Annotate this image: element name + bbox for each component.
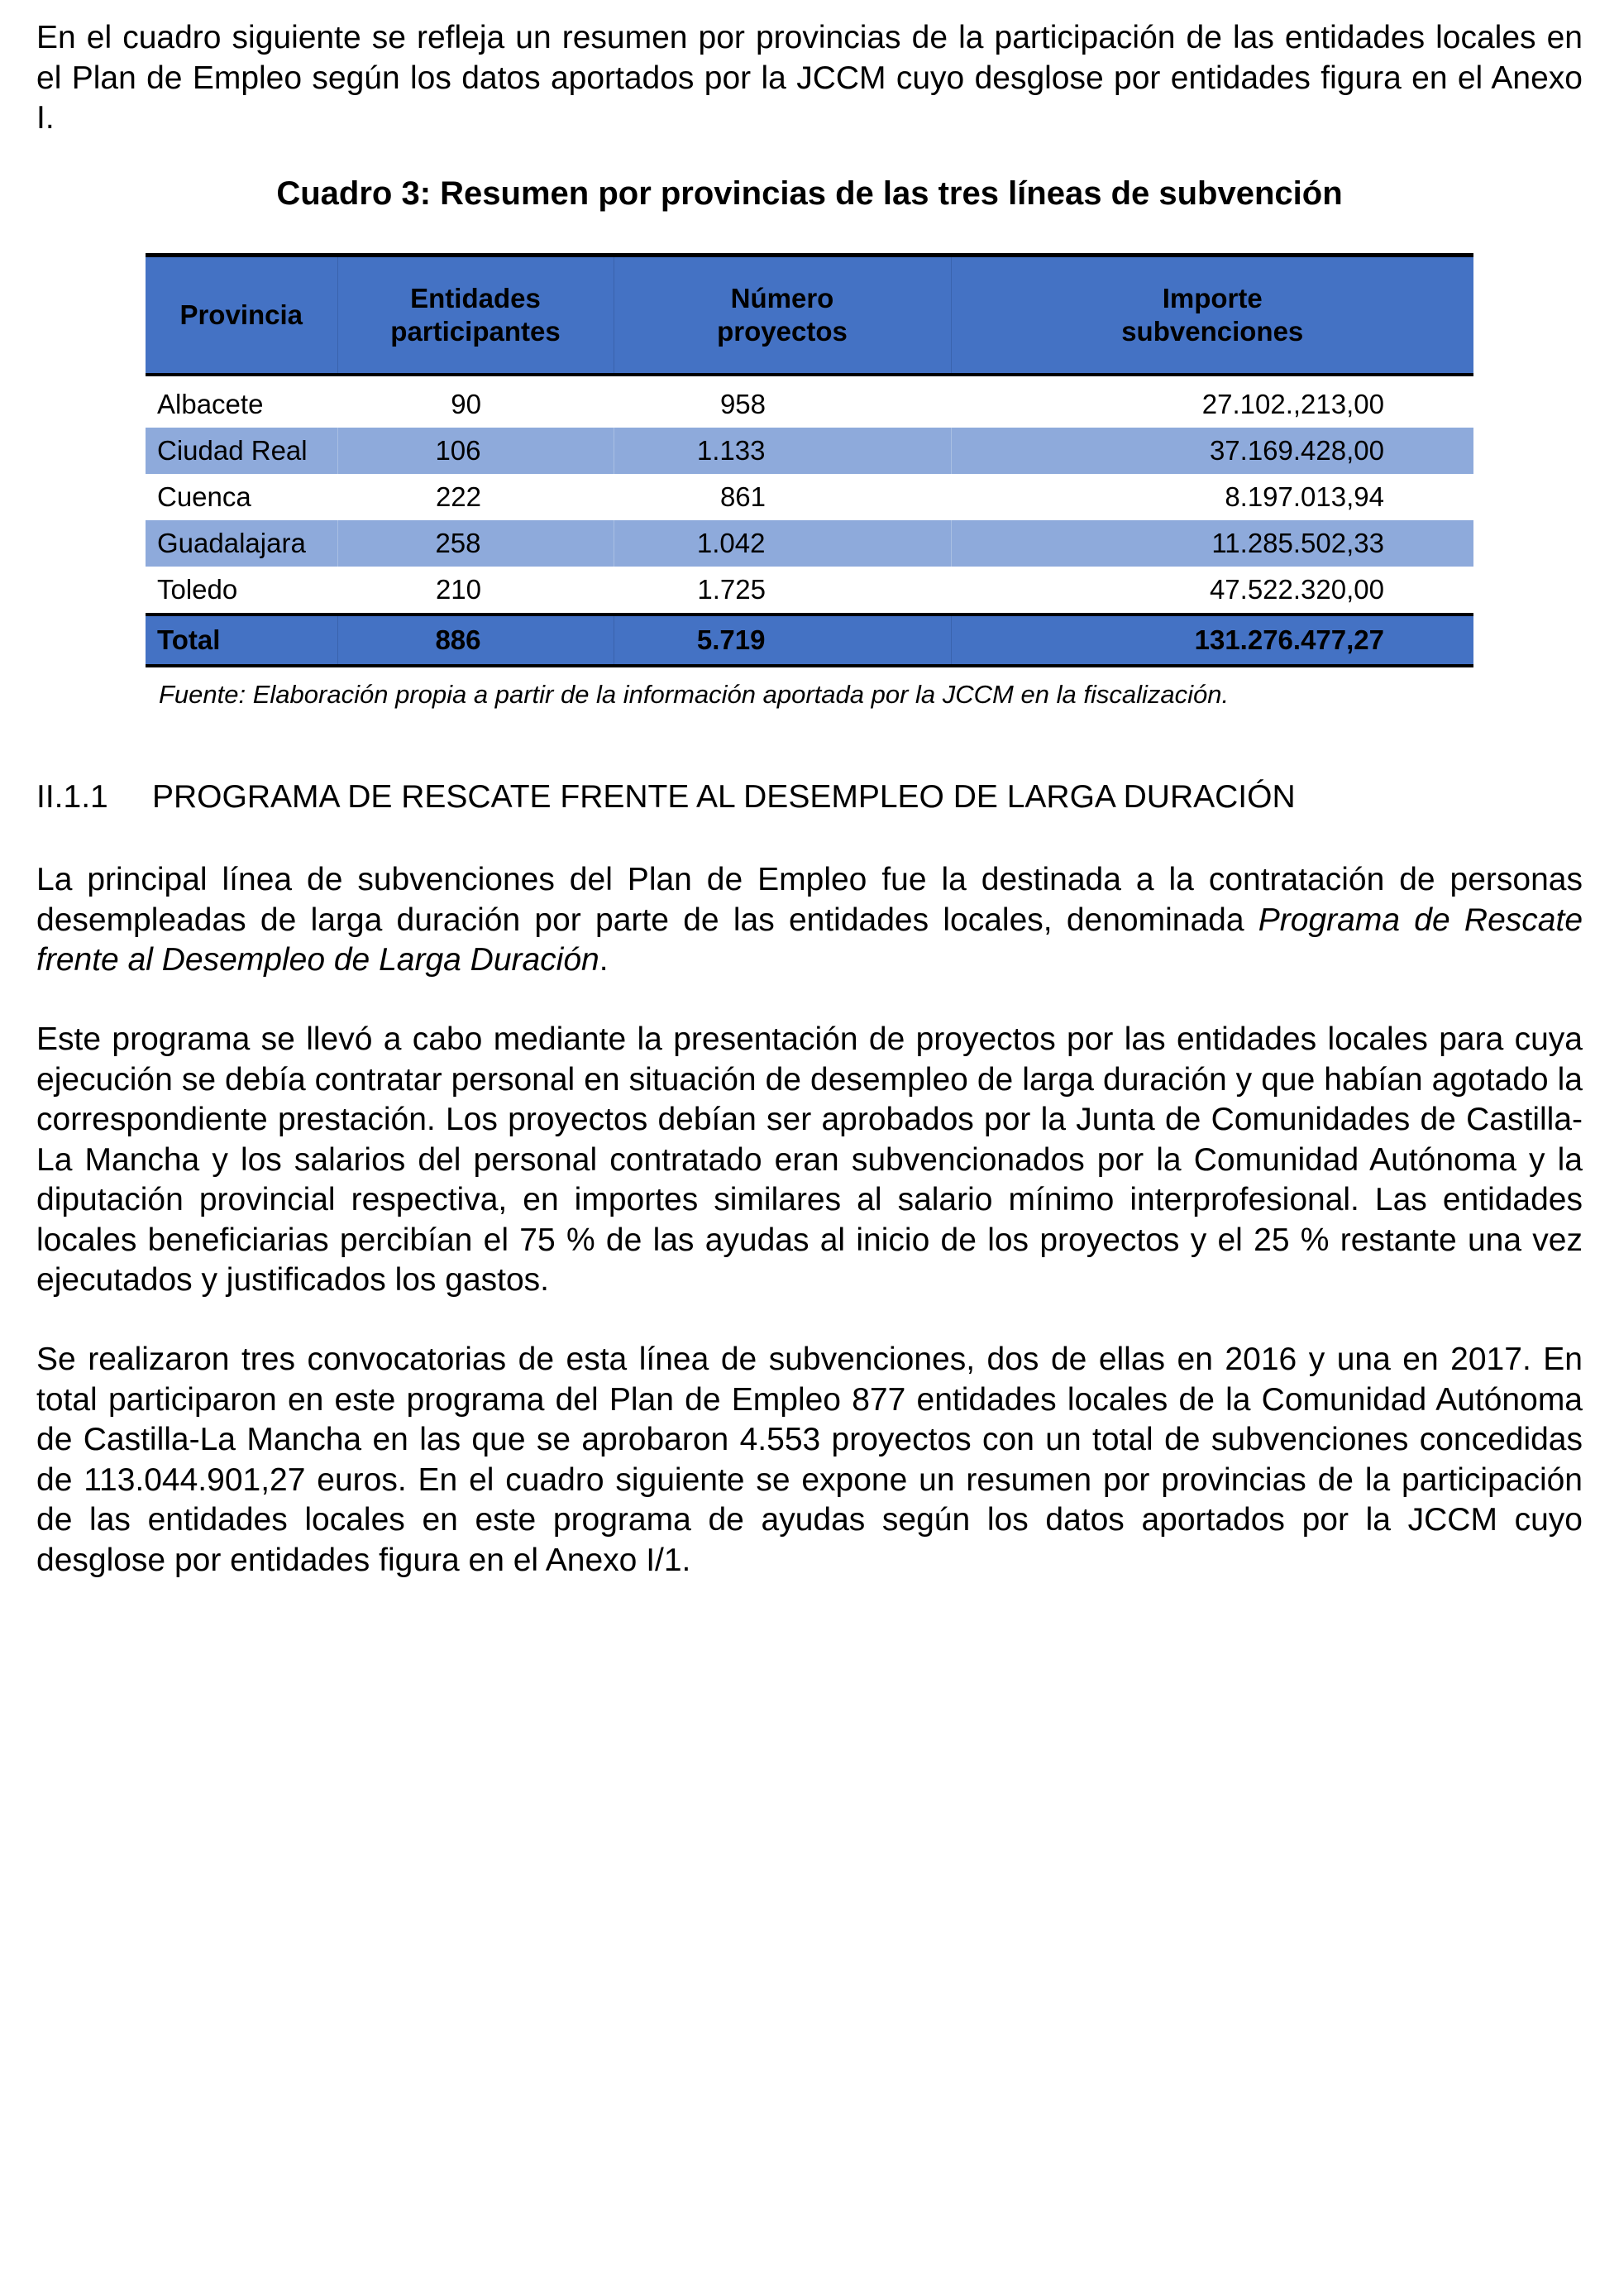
province-summary-table (146, 253, 1473, 667)
table-row (146, 428, 1473, 474)
cell-proyectos: 1.042 (614, 520, 951, 567)
cell-importe: 27.102.,213,00 (951, 375, 1473, 428)
cell-provincia: Toledo (146, 567, 337, 615)
table-row (146, 567, 1473, 615)
total-label: Total (146, 615, 337, 666)
paragraph-calls-summary: Se realizaron tres convocatorias de esta línea de subvenciones, dos de ellas en 2016 y una en 2017. En total participaron en este programa del Plan de Empleo 877 entidades locales de la Comunidad Autónoma de Castilla-La Mancha en las que se aprobaron 4.553 proyectos con un total de subvenciones concedidas de 113.044.901,27 euros. En el cuadro siguiente se expone un resumen por provincias de la participación de las entidades locales en este programa de ayudas según los datos aportados por la JCCM cuyo desglose por entidades figura en el Anexo I/1. (36, 1342, 1583, 1578)
header-proyectos: Número proyectos (614, 256, 951, 375)
section-title: PROGRAMA DE RESCATE FRENTE AL DESEMPLEO DE LARGA DURACIÓN (152, 779, 1296, 815)
cell-provincia: Ciudad Real (146, 428, 337, 474)
cell-proyectos: 1.725 (614, 567, 951, 615)
table-row (146, 520, 1473, 567)
paragraph-program-description (36, 860, 1583, 981)
table-source-note: Fuente: Elaboración propia a partir de la información aportada por la JCCM en la fiscalización. (159, 680, 1230, 709)
total-importe: 131.276.477,27 (951, 615, 1473, 666)
cell-importe: 11.285.502,33 (951, 520, 1473, 567)
cell-provincia: Cuenca (146, 474, 337, 520)
cell-entidades: 90 (337, 375, 614, 428)
table-footer (146, 615, 1473, 666)
total-row (146, 615, 1473, 666)
total-entidades: 886 (337, 615, 614, 666)
paragraph-text: La principal línea de subvenciones del Plan de Empleo fue la destinada a la contratación de personas desempleadas de larga duración por parte de las entidades locales, denominada (36, 862, 1583, 938)
cell-provincia: Guadalajara (146, 520, 337, 567)
table-row (146, 375, 1473, 428)
intro-paragraph: En el cuadro siguiente se refleja un resumen por provincias de la participación de las entidades locales en el Plan de Empleo según los datos aportados por la JCCM cuyo desglose por entidades figura en el Anexo I. (36, 20, 1583, 136)
header-provincia: Provincia (146, 256, 337, 375)
table-row (146, 474, 1473, 520)
cell-entidades: 222 (337, 474, 614, 520)
cell-importe: 37.169.428,00 (951, 428, 1473, 474)
cell-entidades: 210 (337, 567, 614, 615)
total-proyectos: 5.719 (614, 615, 951, 666)
header-row (146, 256, 1473, 375)
section-number: II.1.1 (36, 779, 108, 815)
cell-proyectos: 861 (614, 474, 951, 520)
paragraph-end: . (599, 942, 609, 978)
header-entidades: Entidades participantes (337, 256, 614, 375)
cell-proyectos: 1.133 (614, 428, 951, 474)
section-heading (36, 779, 1296, 816)
cell-importe: 47.522.320,00 (951, 567, 1473, 615)
cell-entidades: 258 (337, 520, 614, 567)
table-title: Cuadro 3: Resumen por provincias de las tres líneas de subvención (276, 175, 1343, 212)
table-body (146, 375, 1473, 615)
table-header (146, 256, 1473, 375)
cell-proyectos: 958 (614, 375, 951, 428)
program-name-italic: Programa de Rescate frente al Desempleo de Larga Duración (36, 902, 1583, 978)
header-importe: Importe subvenciones (951, 256, 1473, 375)
cell-provincia: Albacete (146, 375, 337, 428)
paragraph-program-execution: Este programa se llevó a cabo mediante la presentación de proyectos por las entidades locales para cuya ejecución se debía contratar personal en situación de desempleo de larga duración y que habían agotado la correspondiente prestación. Los proyectos debían ser aprobados por la Junta de Comunidades de Castilla-La Mancha y los salarios del personal contratado eran subvencionados por la Comunidad Autónoma y la diputación provincial respectiva, en importes similares al salario mínimo interprofesional. Las entidades locales beneficiarias percibían el 75 % de las ayudas al inicio de los proyectos y el 25 % restante una vez ejecutados y justificados los gastos. (36, 1021, 1583, 1298)
cell-importe: 8.197.013,94 (951, 474, 1473, 520)
cell-entidades: 106 (337, 428, 614, 474)
